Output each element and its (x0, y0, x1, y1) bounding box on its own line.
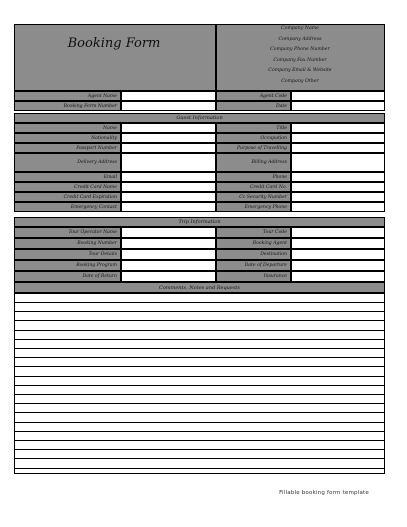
company-line: Company Fax Number (273, 57, 327, 63)
ruled-line (14, 376, 385, 377)
top-row-label-left: Agent Name (87, 93, 117, 99)
ruled-line (14, 348, 385, 349)
guest-row-label-cell-left (14, 143, 121, 153)
top-row-field-right[interactable] (291, 101, 385, 111)
ruled-line (14, 320, 385, 321)
guest-row-label-cell-right (216, 172, 291, 182)
guest-row-field-right[interactable] (291, 133, 385, 143)
guest-row-field-right[interactable] (291, 172, 385, 182)
ruled-line (14, 302, 385, 303)
trip-row-label-cell-right (216, 271, 291, 282)
trip-row-label-cell-left (14, 238, 121, 249)
trip-row-field-left[interactable] (121, 271, 216, 282)
trip-row-field-right[interactable] (291, 249, 385, 260)
trip-row-field-right[interactable] (291, 260, 385, 271)
guest-row-label-left: Emergency Contact (70, 204, 117, 210)
guest-row-label-cell-left (14, 182, 121, 192)
guest-row-field-left[interactable] (121, 143, 216, 153)
top-row-label-cell-right (216, 101, 291, 111)
trip-row-label-cell-right (216, 260, 291, 271)
company-line: Company Phone Number (270, 47, 330, 52)
trip-row-label-cell-left (14, 260, 121, 271)
guest-row-label-cell-right (216, 202, 291, 212)
ruled-line (14, 357, 385, 358)
ruled-line (14, 468, 385, 469)
form-title: Booking Form (67, 36, 161, 51)
guest-row-field-right[interactable] (291, 153, 385, 172)
guest-row-label-left: Credit Card Name (74, 184, 117, 190)
trip-row-field-left[interactable] (121, 260, 216, 271)
trip-row-label-left: Booking Number (77, 241, 117, 246)
trip-row-label-left: Tour Operator Name (68, 230, 117, 235)
guest-row-label-right: Billing Address (251, 160, 287, 165)
top-row-field-left[interactable] (121, 101, 216, 111)
guest-row-label-left: Credit Card Expiration (63, 194, 117, 200)
guest-row-label-cell-left (14, 202, 121, 212)
trip-row-label-cell-left (14, 271, 121, 282)
trip-row-label-cell-left (14, 249, 121, 260)
top-row-label-right: Agent Code (259, 93, 287, 99)
guest-row-label-cell-left (14, 123, 121, 133)
trip-row-field-left[interactable] (121, 238, 216, 249)
ruled-line (14, 339, 385, 340)
ruled-line (14, 458, 385, 459)
guest-row-label-right: Occupation (260, 135, 287, 141)
guest-row-field-right[interactable] (291, 192, 385, 202)
guest-row-field-right[interactable] (291, 202, 385, 212)
company-line: Company Name (281, 26, 319, 31)
ruled-line (14, 366, 385, 367)
guest-row-label-cell-right (216, 123, 291, 133)
trip-row-label-cell-right (216, 238, 291, 249)
trip-row-label-left: Booking Program (76, 263, 117, 268)
guest-row-label-cell-right (216, 143, 291, 153)
guest-row-label-right: Emergency Phone (244, 204, 287, 210)
guest-row-field-right[interactable] (291, 182, 385, 192)
trip-row-field-right[interactable] (291, 227, 385, 238)
guest-row-label-right: Credit Card No. (249, 184, 287, 190)
guest-row-label-cell-left (14, 192, 121, 202)
guest-row-label-right: Title (276, 125, 287, 131)
ruled-line (14, 449, 385, 450)
top-row-label-cell-left (14, 101, 121, 111)
ruled-line (14, 431, 385, 432)
guest-row-label-cell-right (216, 182, 291, 192)
top-row-label-cell-right (216, 91, 291, 101)
trip-section-header (14, 217, 385, 227)
footer-text: Fillable booking form template (279, 490, 369, 496)
trip-row-label-left: Tour Details (88, 252, 117, 257)
comments-heading: Comments, Notes and Requests (159, 285, 240, 291)
trip-row-label-cell-left (14, 227, 121, 238)
top-row-label-right: Date (276, 103, 287, 109)
top-row-label-cell-left (14, 91, 121, 101)
guest-row-field-left[interactable] (121, 153, 216, 172)
ruled-line (14, 311, 385, 312)
guest-row-label-left: Nationality (91, 135, 117, 141)
guest-row-label-cell-left (14, 172, 121, 182)
trip-row-label-cell-right (216, 227, 291, 238)
trip-row-label-right: Tour Code (262, 230, 287, 235)
trip-row-label-cell-right (216, 249, 291, 260)
guest-row-field-left[interactable] (121, 123, 216, 133)
guest-row-label-right: Purpose of Travelling (236, 145, 287, 151)
guest-row-label-cell-right (216, 153, 291, 172)
trip-row-field-left[interactable] (121, 227, 216, 238)
trip-row-label-right: Insurance (263, 274, 287, 279)
guest-row-label-left: Name (103, 125, 117, 131)
trip-row-field-left[interactable] (121, 249, 216, 260)
guest-row-label-cell-right (216, 133, 291, 143)
guest-row-label-left: Delivery Address (77, 160, 117, 165)
trip-row-label-right: Date of Departure (244, 263, 287, 268)
company-line: Company Other (281, 78, 319, 84)
trip-row-field-right[interactable] (291, 238, 385, 249)
guest-row-field-right[interactable] (291, 123, 385, 133)
guest-row-label-right: Cc Security Number (239, 194, 287, 200)
ruled-line (14, 403, 385, 404)
ruled-line (14, 422, 385, 423)
top-row-field-right[interactable] (291, 91, 385, 101)
guest-row-field-left[interactable] (121, 133, 216, 143)
trip-row-label-right: Booking Agent (252, 241, 287, 246)
guest-row-field-left[interactable] (121, 192, 216, 202)
top-row-label-left: Booking Form Number (63, 103, 117, 109)
guest-section-header (14, 113, 385, 123)
trip-section-heading: Trip Information (178, 219, 221, 225)
trip-row-label-left: Date of Return (82, 274, 117, 279)
guest-row-label-right: Phone (272, 174, 287, 180)
ruled-line (14, 385, 385, 386)
ruled-line (14, 412, 385, 413)
trip-row-field-right[interactable] (291, 271, 385, 282)
guest-row-field-right[interactable] (291, 143, 385, 153)
ruled-line (14, 394, 385, 395)
company-line: Company Address (278, 36, 322, 42)
guest-row-label-cell-left (14, 153, 121, 172)
guest-row-label-cell-right (216, 192, 291, 202)
comments-section-header (14, 282, 385, 293)
guest-section-heading: Guest Information (176, 115, 223, 121)
company-line: Company Email & Website (268, 68, 332, 73)
ruled-line (14, 440, 385, 441)
guest-row-field-left[interactable] (121, 182, 216, 192)
trip-row-label-right: Destination (260, 252, 287, 257)
guest-row-label-cell-left (14, 133, 121, 143)
guest-row-field-left[interactable] (121, 172, 216, 182)
guest-row-label-left: Email (103, 174, 117, 180)
guest-row-label-left: Passport Number (76, 145, 117, 151)
guest-row-field-left[interactable] (121, 202, 216, 212)
top-row-field-left[interactable] (121, 91, 216, 101)
ruled-line (14, 330, 385, 331)
